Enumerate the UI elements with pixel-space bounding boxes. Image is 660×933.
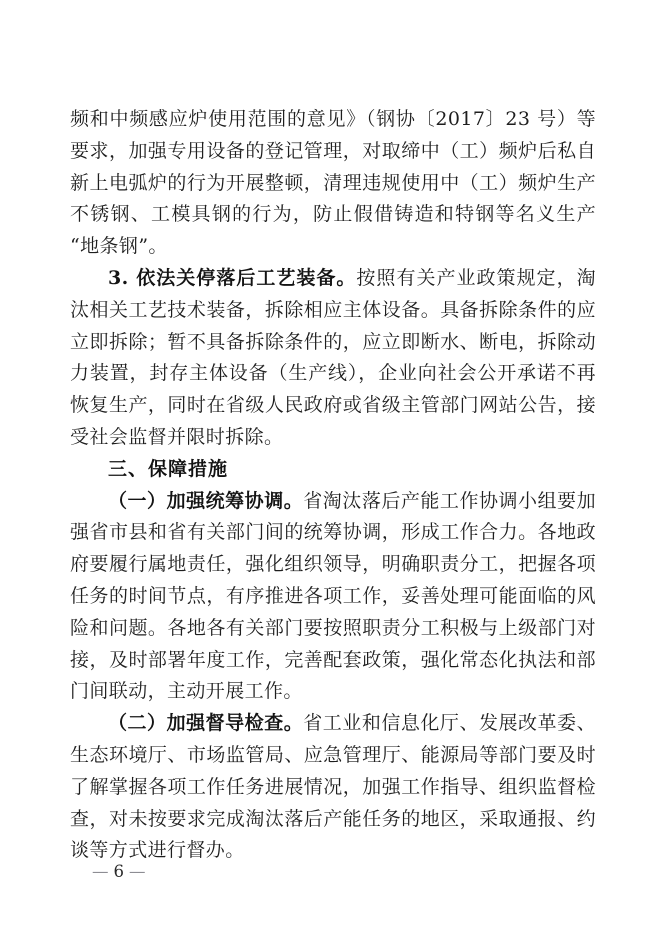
document-body [70, 104, 596, 867]
paragraph-item-3 [70, 263, 596, 454]
paragraph-text: 省淘汰落后产能工作协调小组要加强省市县和省有关部门间的统筹协调，形成工作合力。各地政府要履行属地责任，强化组织领导，明确职责分工，把握各项任务的时间节点，有序推进各项工作，妥善处理可能面临的风险和问题。各地各有关部门要按照职责分工积极与上级部门对接，及时部署年度工作，完善配套政策，强化常态化执法和部门间联动，主动开展工作。 [70, 489, 596, 703]
paragraph-item-1 [70, 486, 596, 709]
paragraph-text: 频和中频感应炉使用范围的意见》（钢协〔2017〕23 号）等要求，加强专用设备的登记管理，对取缔中（工）频炉后私自新上电弧炉的行为开展整顿，清理违规使用中（工）频炉生产不锈钢、工模具钢的行为，防止假借铸造和特钢等名义生产“地条钢”。 [70, 108, 596, 258]
footer-dash-right: — [129, 862, 146, 881]
paragraph-lead: （一）加强统筹协调。 [108, 489, 304, 512]
paragraph-lead: （二）加强督导检查。 [108, 712, 304, 735]
paragraph-text: 省工业和信息化厅、发展改革委、生态环境厅、市场监管局、应急管理厅、能源局等部门要及时了解掌握各项工作任务进展情况，加强工作指导、组织监督检查，对未按要求完成淘汰落后产能任务的地区，采取通报、约谈等方式进行督办。 [70, 712, 596, 862]
page-number: 6 [113, 862, 124, 881]
paragraph-lead: 3. 依法关停落后工艺装备。 [108, 266, 357, 289]
paragraph-continuation [70, 104, 596, 263]
paragraph-item-2 [70, 708, 596, 867]
footer-dash-left: — [92, 862, 109, 881]
section-heading: 三、保障措施 [108, 457, 229, 480]
paragraph-text: 按照有关产业政策规定，淘汰相关工艺技术装备，拆除相应主体设备。具备拆除条件的应立即拆除；暂不具备拆除条件的，应立即断水、断电，拆除动力装置，封存主体设备（生产线），企业向社会公开承诺不再恢复生产，同时在省级人民政府或省级主管部门网站公告，接受社会监督并限时拆除。 [70, 266, 596, 448]
page-footer [87, 862, 151, 881]
